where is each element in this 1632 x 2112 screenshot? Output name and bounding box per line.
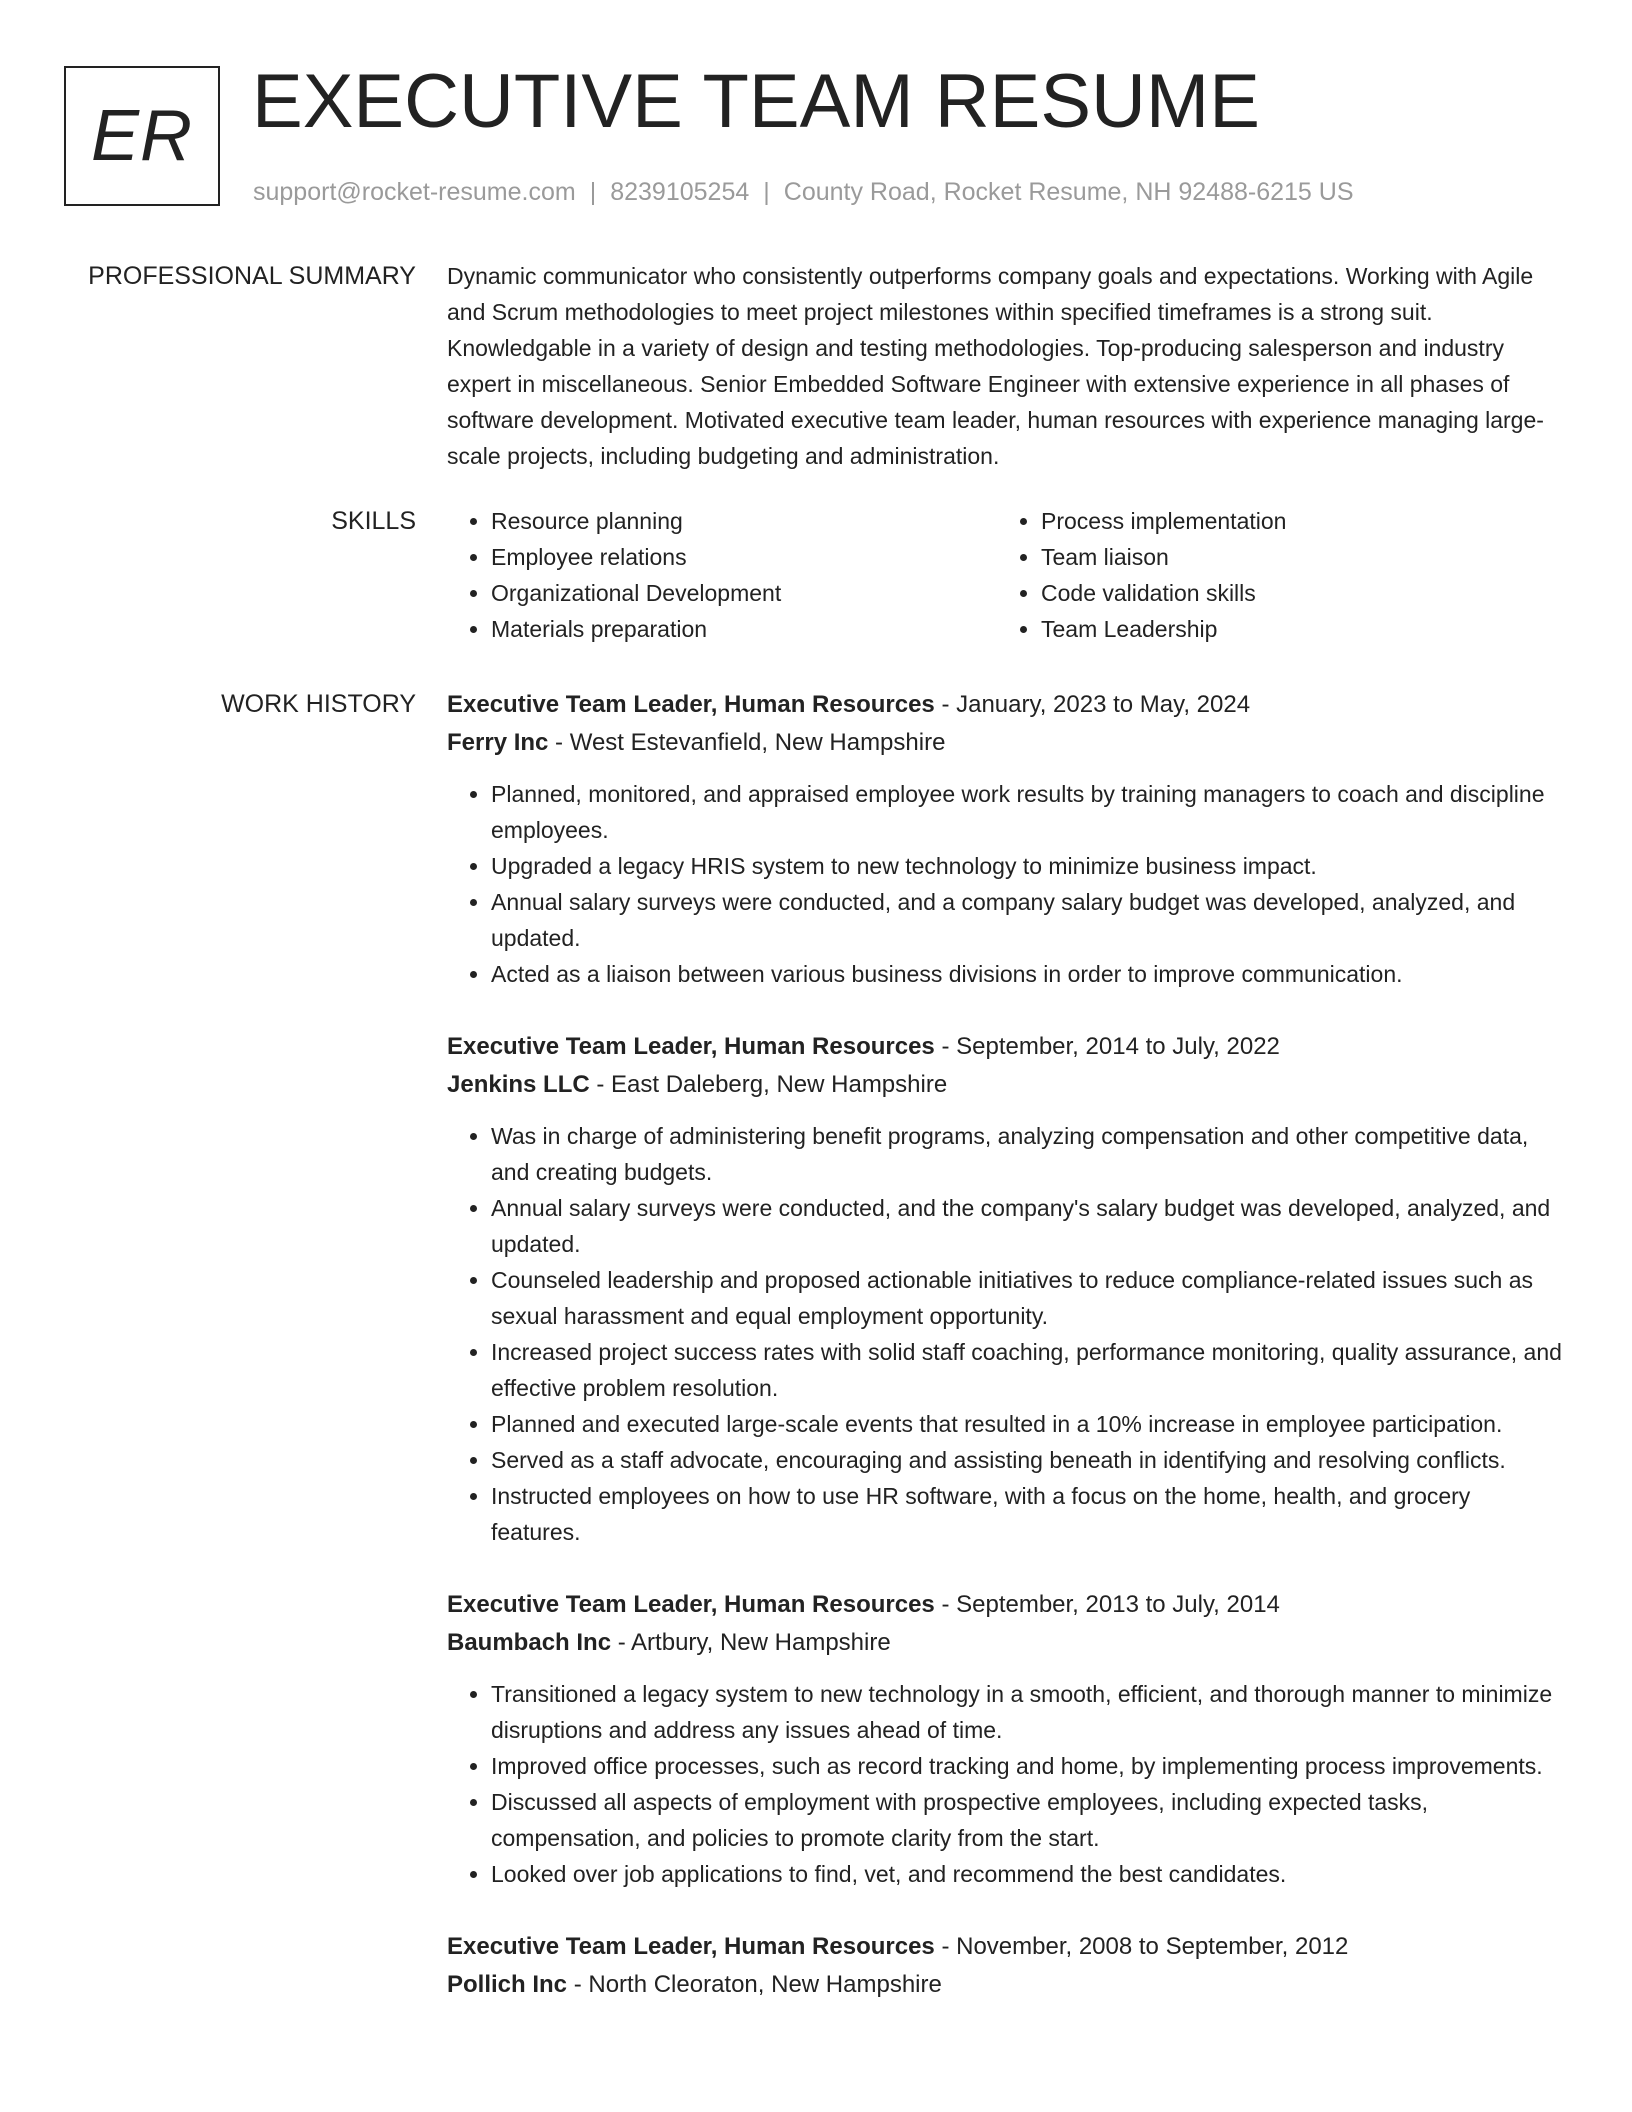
skill-item: • Process implementation <box>1041 503 1547 539</box>
skill-item: • Team Leadership <box>1041 611 1547 647</box>
job-bullet: • Transitioned a legacy system to new technology in a smooth, efficient, and thorough manner to minimize disruptions and address any issues ahead of time. <box>491 1676 1562 1748</box>
job-title: Executive Team Leader, Human Resources <box>447 691 935 718</box>
job-bullets <box>447 1118 1562 1550</box>
skills-list-right <box>997 503 1547 647</box>
job-bullet: • Annual salary surveys were conducted, and a company salary budget was developed, analyzed, and updated. <box>491 884 1562 956</box>
job-bullet: • Counseled leadership and proposed actionable initiatives to reduce compliance-related issues such as sexual harassment and equal employment opportunity. <box>491 1262 1562 1334</box>
job-title: Executive Team Leader, Human Resources <box>447 1033 935 1060</box>
job-bullet: • Annual salary surveys were conducted, and the company's salary budget was developed, analyzed, and updated. <box>491 1190 1562 1262</box>
skill-item: • Code validation skills <box>1041 575 1547 611</box>
job-dates: - January, 2023 to May, 2024 <box>934 691 1251 718</box>
job-company: Pollich Inc <box>447 1971 568 1998</box>
job-dates: - September, 2013 to July, 2014 <box>934 1591 1280 1618</box>
job-company: Jenkins LLC <box>447 1071 590 1098</box>
skills-list-left <box>447 503 997 647</box>
job-location: - Artbury, New Hampshire <box>611 1629 891 1656</box>
contact-phone: 8239105254 <box>610 178 750 206</box>
monogram-initials: ER <box>90 96 194 176</box>
job-location: - North Cleoraton, New Hampshire <box>567 1971 942 1998</box>
job-bullet: • Discussed all aspects of employment with prospective employees, including expected tasks, compensation, and policies to promote clarity from the start. <box>491 1784 1562 1856</box>
job-bullet: • Upgraded a legacy HRIS system to new technology to minimize business impact. <box>491 848 1562 884</box>
job-bullet: • Acted as a liaison between various business divisions in order to improve communication. <box>491 956 1562 992</box>
work-history-body <box>447 686 1562 2040</box>
job-bullet: • Looked over job applications to find, vet, and recommend the best candidates. <box>491 1856 1562 1892</box>
job-bullet: • Improved office processes, such as record tracking and home, by implementing process improvements. <box>491 1748 1562 1784</box>
job-bullet: • Planned, monitored, and appraised employee work results by training managers to coach and discipline employees. <box>491 776 1562 848</box>
job-title-line <box>447 686 1562 724</box>
job-entry <box>447 686 1562 992</box>
contact-separator: | <box>763 178 770 206</box>
skills-label: SKILLS <box>331 507 416 535</box>
job-bullet: • Planned and executed large-scale events that resulted in a 10% increase in employee participation. <box>491 1406 1562 1442</box>
job-entry <box>447 1586 1562 1892</box>
job-dates: - November, 2008 to September, 2012 <box>934 1933 1349 1960</box>
skill-item: • Team liaison <box>1041 539 1547 575</box>
job-title: Executive Team Leader, Human Resources <box>447 1591 935 1618</box>
job-entry <box>447 1028 1562 1550</box>
job-company-line <box>447 1966 1562 2004</box>
job-title-line <box>447 1586 1562 1624</box>
resume-name: EXECUTIVE TEAM RESUME <box>252 59 1260 144</box>
contact-email: support@rocket-resume.com <box>253 178 576 206</box>
job-bullet: • Instructed employees on how to use HR software, with a focus on the home, health, and grocery features. <box>491 1478 1562 1550</box>
job-bullet: • Was in charge of administering benefit programs, analyzing compensation and other competitive data, and creating budgets. <box>491 1118 1562 1190</box>
job-bullets <box>447 776 1562 992</box>
contact-line <box>253 176 1354 208</box>
job-title-line <box>447 1928 1562 1966</box>
summary-body <box>447 258 1562 474</box>
job-company: Ferry Inc <box>447 729 549 756</box>
skill-item: • Resource planning <box>491 503 997 539</box>
job-location: - West Estevanfield, New Hampshire <box>548 729 946 756</box>
job-company-line <box>447 1066 1562 1104</box>
skills-body <box>447 503 1562 647</box>
skill-item: • Organizational Development <box>491 575 997 611</box>
contact-separator: | <box>589 178 597 206</box>
job-location: - East Daleberg, New Hampshire <box>589 1071 948 1098</box>
work-history-label: WORK HISTORY <box>221 690 416 718</box>
skill-item: • Materials preparation <box>491 611 997 647</box>
job-company-line <box>447 724 1562 762</box>
job-bullet: • Increased project success rates with solid staff coaching, performance monitoring, quality assurance, and effective problem resolution. <box>491 1334 1562 1406</box>
job-company: Baumbach Inc <box>447 1629 612 1656</box>
job-title-line <box>447 1028 1562 1066</box>
job-bullet: • Served as a staff advocate, encouraging and assisting beneath in identifying and resolving conflicts. <box>491 1442 1562 1478</box>
job-company-line <box>447 1624 1562 1662</box>
summary-text: Dynamic communicator who consistently outperforms company goals and expectations. Working with Agile and Scrum methodologies to meet project milestones within specified timeframes is a strong suit. Knowledgable in a variety of design and testing methodologies. Top-producing salesperson and industry expert in miscellaneous. Senior Embedded Software Engineer with extensive experience in all phases of software development. Motivated executive team leader, human resources with experience managing large-scale projects, including budgeting and administration. <box>447 263 1544 469</box>
contact-address: County Road, Rocket Resume, NH 92488-6215 US <box>783 178 1354 206</box>
job-entry <box>447 1928 1562 2004</box>
job-bullets <box>447 1676 1562 1892</box>
monogram-box <box>64 66 220 206</box>
job-dates: - September, 2014 to July, 2022 <box>934 1033 1280 1060</box>
job-title: Executive Team Leader, Human Resources <box>447 1933 935 1960</box>
skill-item: • Employee relations <box>491 539 997 575</box>
summary-label: PROFESSIONAL SUMMARY <box>88 262 416 290</box>
skills-grid <box>447 503 1562 647</box>
